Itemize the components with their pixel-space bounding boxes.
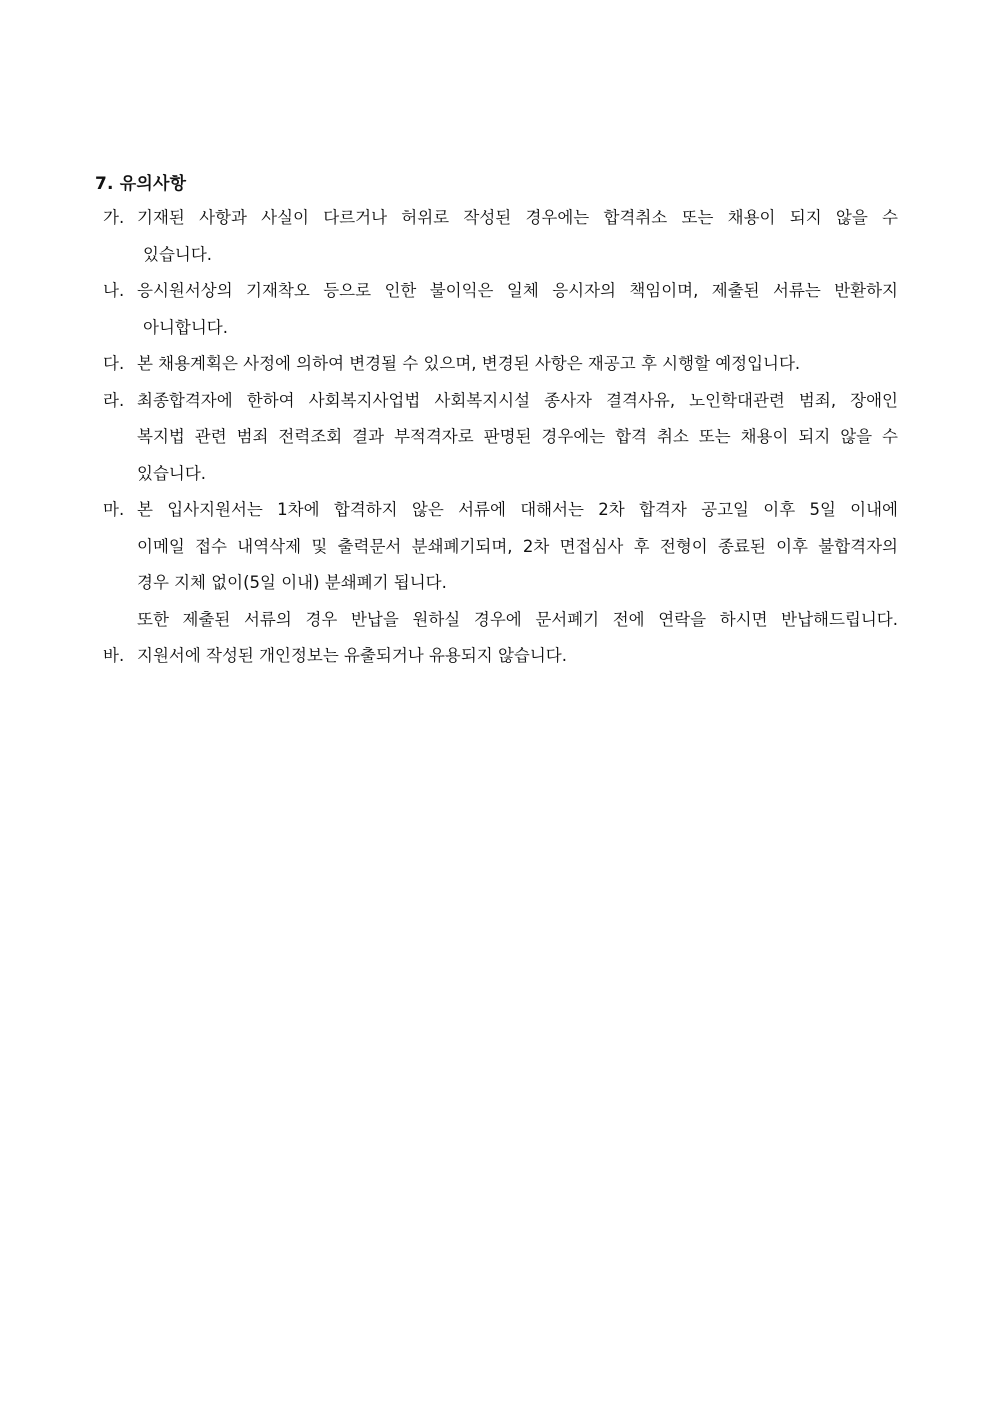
item-marker: 라.: [103, 390, 125, 410]
item-text-line: 아니합니다.: [143, 317, 228, 337]
item-text-line: 복지법 관련 범죄 전력조회 결과 부적격자로 판명된 경우에는 합격 취소 또는 채용이 되지 않을 수: [137, 427, 898, 446]
item-text-line: 이메일 접수 내역삭제 및 출력문서 분쇄폐기되며, 2차 면접심사 후 전형이 종료된 이후 불합격자의: [137, 536, 898, 556]
list-item: [103, 383, 898, 493]
item-marker: 다.: [103, 354, 125, 373]
list-item: [103, 346, 898, 383]
item-text-line: 있습니다.: [137, 463, 207, 483]
item-marker: 나.: [103, 281, 125, 300]
item-text-line: 최종합격자에 한하여 사회복지사업법 사회복지시설 종사자 결격사유, 노인학대관련 범죄, 장애인: [137, 390, 898, 410]
item-text-line: 또한 제출된 서류의 경우 반납을 원하실 경우에 문서폐기 전에 연락을 하시면 반납해드립니다.: [137, 609, 898, 629]
item-text-line: 본 입사지원서는 1차에 합격하지 않은 서류에 대해서는 2차 합격자 공고일 이후 5일 이내에: [137, 500, 898, 519]
item-marker: 마.: [103, 500, 125, 519]
item-text-line: 본 채용계획은 사정에 의하여 변경될 수 있으며, 변경된 사항은 재공고 후 시행할 예정입니다.: [137, 354, 801, 373]
list-item: [103, 200, 898, 273]
item-marker: 가.: [103, 208, 125, 227]
item-text-line: 응시원서상의 기재착오 등으로 인한 불이익은 일체 응시자의 책임이며, 제출된 서류는 반환하지: [137, 281, 898, 300]
list-item: [103, 492, 898, 638]
item-text-line: 기재된 사항과 사실이 다르거나 허위로 작성된 경우에는 합격취소 또는 채용이 되지 않을 수: [137, 208, 898, 227]
notice-list: [103, 200, 898, 675]
item-text-line: 있습니다.: [143, 244, 213, 264]
list-item: [103, 273, 898, 346]
item-text-line: 지원서에 작성된 개인정보는 유출되거나 유용되지 않습니다.: [137, 646, 567, 665]
item-marker: 바.: [103, 646, 125, 665]
list-item: [103, 638, 898, 675]
item-text-line: 경우 지체 없이(5일 이내) 분쇄폐기 됩니다.: [137, 573, 447, 592]
section-title: 7. 유의사항: [95, 174, 187, 194]
